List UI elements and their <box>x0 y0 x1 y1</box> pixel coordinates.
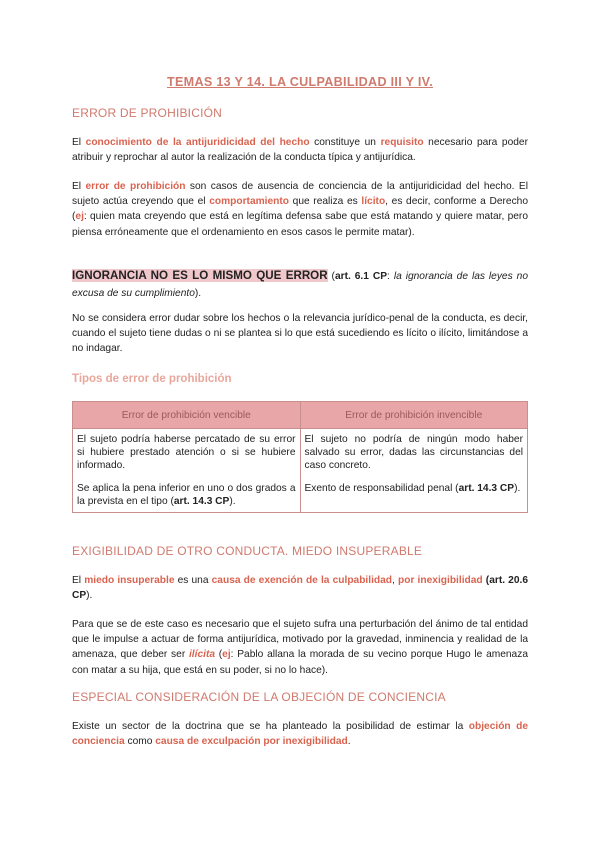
table-row <box>73 429 528 513</box>
paragraph-objecion: Existe un sector de la doctrina que se ha planteado la posibilidad de estimar la objeción de conciencia como causa de exculpación por inexigibilidad. <box>72 721 528 748</box>
highlight-objecion: objeción de conciencia <box>72 721 528 748</box>
heading-tipos-error: Tipos de error de prohibición <box>72 373 232 385</box>
highlight-comportamiento: comportamiento <box>209 196 290 208</box>
highlight-causa-exencion: causa de exención de la culpabilidad <box>211 575 393 586</box>
heading-objecion-conciencia: ESPECIAL CONSIDERACIÓN DE LA OBJECIÓN DE CONCIENCIA <box>72 690 446 704</box>
highlight-ej-2: ej <box>222 649 231 661</box>
error-types-table <box>72 401 528 513</box>
highlight-ilicita: ilícita <box>188 649 216 661</box>
heading-error-prohibicion: ERROR DE PROHIBICIÓN <box>72 106 223 120</box>
highlight-error-prohibicion: error de prohibición <box>85 181 186 192</box>
cell-vencible: El sujeto podría haberse percatado de su error si hubiere prestado atención o si se hubiere informado. Se aplica la pena inferior en uno o dos grados a la prevista en el tipo (art. 14.3 CP). <box>73 429 301 513</box>
highlight-causa-exculpacion: causa de exculpación por inexigibilidad <box>155 736 348 748</box>
paragraph-error-definicion: El error de prohibición son casos de ausencia de conciencia de la antijuridicidad del hecho. El sujeto actúa creyendo que el comportamiento que realiza es lícito, es decir, conforme a Derecho (ej: quien mata creyendo que está en legítima defensa sabe que está matando y quiere matar, pero piensa erróneamente que el ordenamiento en esos casos le permite matar). <box>72 181 528 238</box>
paragraph-perturbacion: Para que se de este caso es necesario que el sujeto sufra una perturbación del ánimo de tal entidad que le impulse a actuar de forma antijurídica, motivado por la gravedad, inminencia y realidad de la amenaza, que deber ser ilícita (ej: Pablo allana la morada de su vecino porque Hugo le amenaza con matar a su hija, que está en su poder, si no lo hace). <box>72 619 528 676</box>
cell-invencible: El sujeto no podría de ningún modo haber salvado su error, dadas las circunstancias del caso concreto. Exento de responsabilidad penal (art. 14.3 CP). <box>300 429 528 513</box>
paragraph-ignorancia: IGNORANCIA NO ES LO MISMO QUE ERROR (art. 6.1 CP: la ignorancia de las leyes no excusa de su cumplimiento). <box>72 269 528 299</box>
paragraph-conocimiento: El conocimiento de la antijuridicidad del hecho constituye un requisito necesario para poder atribuir y reprochar al autor la realización de la conducta típica y antijurídica. <box>72 137 528 164</box>
highlight-licito: lícito <box>361 196 386 208</box>
highlight-ignorancia-marker: IGNORANCIA NO ES LO MISMO QUE ERROR <box>72 269 328 282</box>
highlight-inexigibilidad: por inexigibilidad <box>398 575 483 586</box>
highlight-miedo-insuperable: miedo insuperable <box>84 575 175 586</box>
paragraph-miedo-insuperable: El miedo insuperable es una causa de exención de la culpabilidad, por inexigibilidad (art. 20.6 CP). <box>72 575 528 602</box>
column-header-vencible: Error de prohibición vencible <box>73 402 301 429</box>
highlight-ej: ej <box>75 211 84 223</box>
document-title: TEMAS 13 Y 14. LA CULPABILIDAD III Y IV. <box>166 75 434 89</box>
paragraph-dudas: No se considera error dudar sobre los hechos o la relevancia jurídico-penal de la conducta, es decir, cuando el sujeto tiene dudas o ni se plantea si lo que está sucediendo es lícito o ilícito, limitándose a no indagar. <box>72 313 528 355</box>
table-header-row <box>73 402 528 429</box>
column-header-invencible: Error de prohibición invencible <box>300 402 528 429</box>
heading-exigibilidad: EXIGIBILIDAD DE OTRO CONDUCTA. MIEDO INSUPERABLE <box>72 544 423 558</box>
highlight-requisito: requisito <box>380 137 424 148</box>
highlight-conocimiento: conocimiento de la antijuridicidad del hecho <box>85 137 310 148</box>
